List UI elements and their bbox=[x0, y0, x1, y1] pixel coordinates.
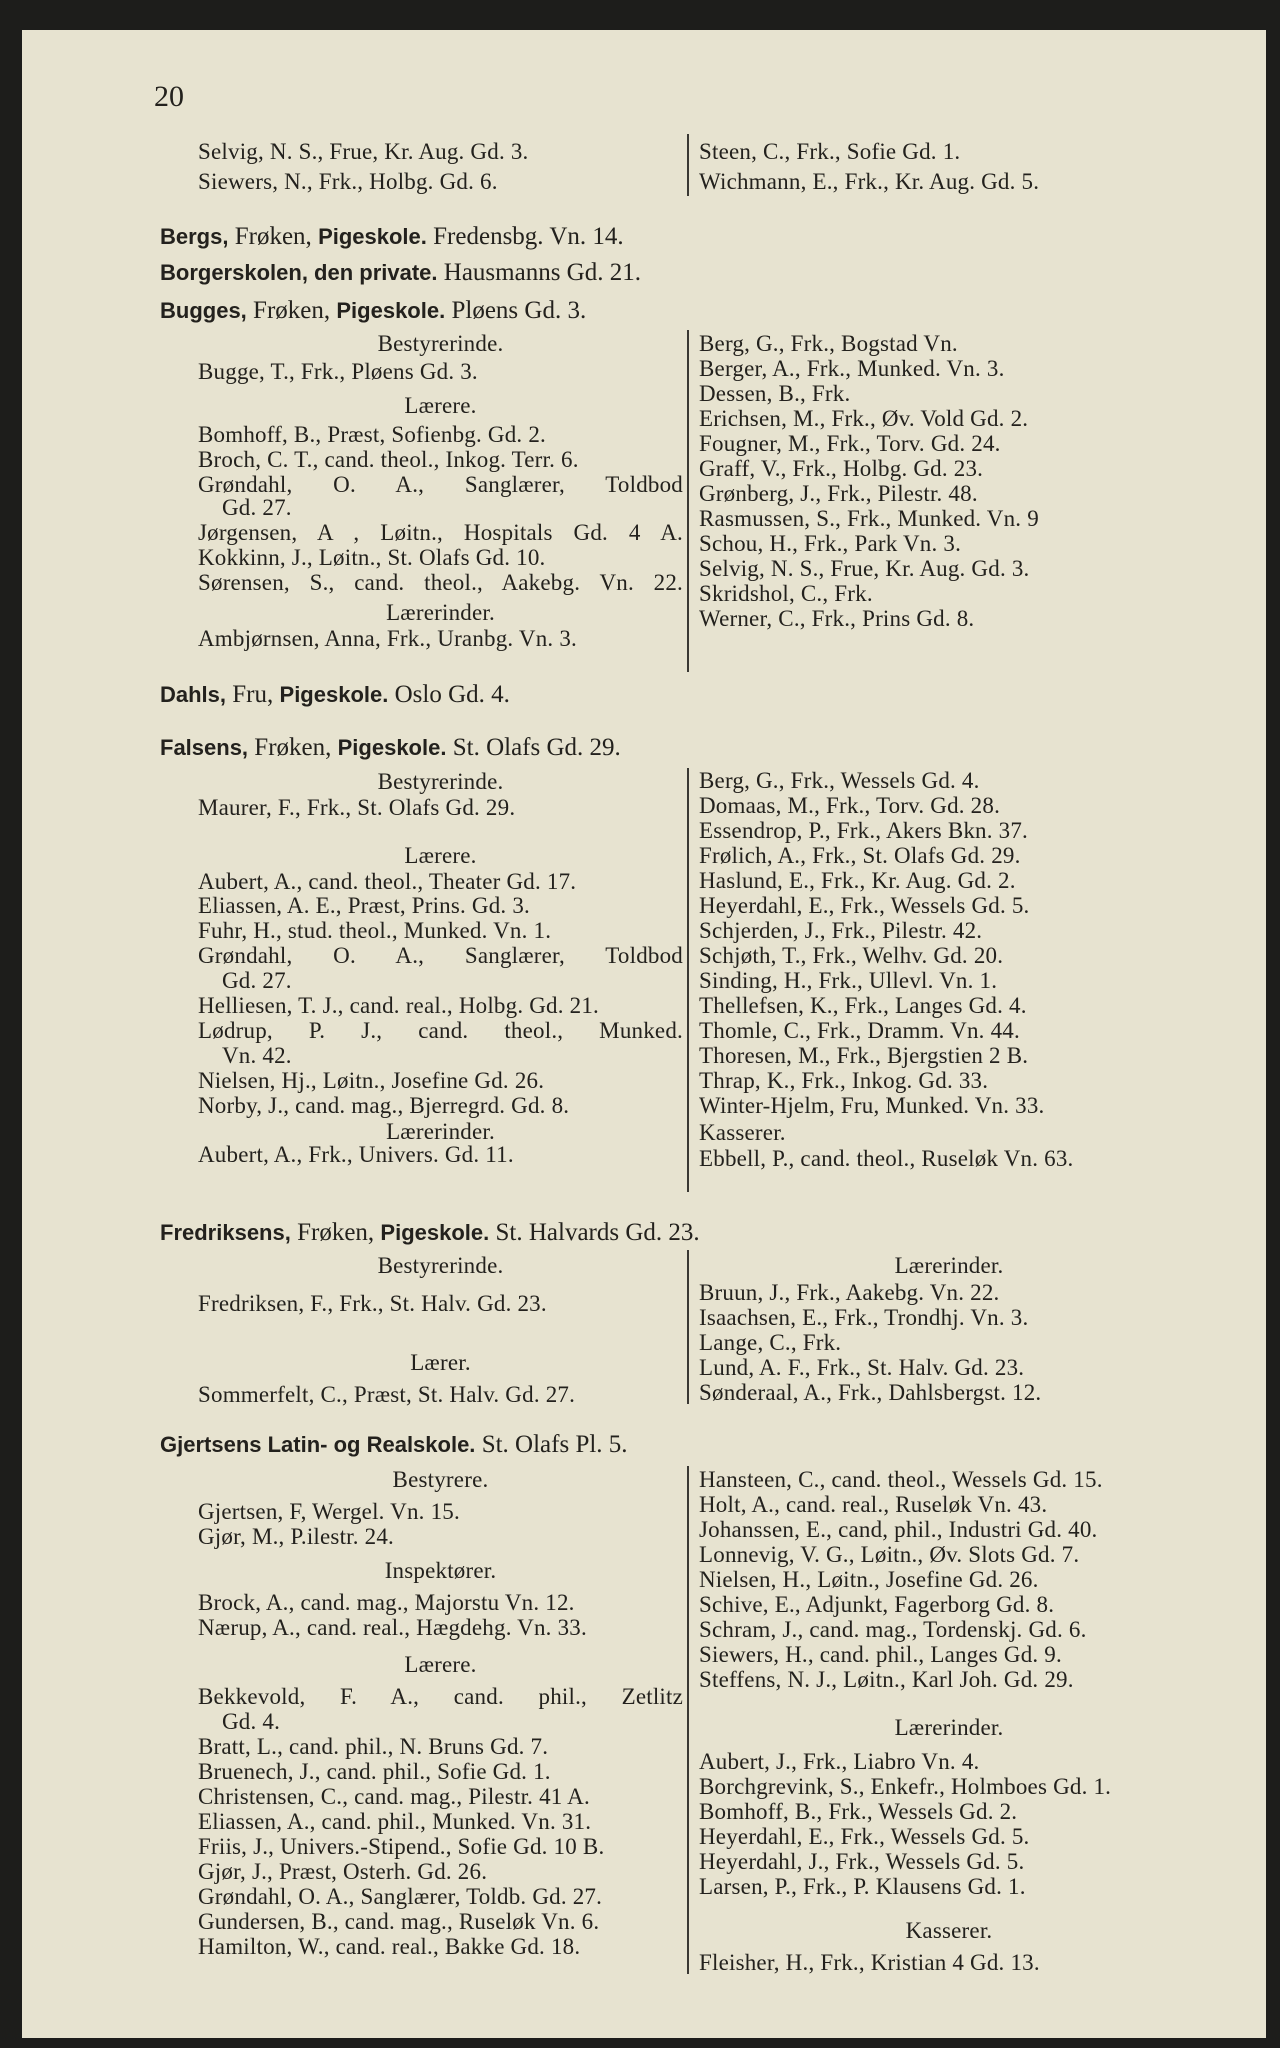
school-address: St. Olafs Gd. 29. bbox=[452, 734, 621, 761]
directory-entry: Bekkevold, F. A., cand. phil., Zetlitz bbox=[198, 1684, 683, 1709]
school-address: Hausmanns Gd. 21. bbox=[443, 259, 641, 286]
directory-entry: Grøndahl, O. A., Sanglærer, Toldb. Gd. 27. bbox=[198, 1884, 603, 1909]
school-type: Pigeskole. bbox=[279, 682, 389, 707]
directory-entry: Sinding, H., Frk., Ullevl. Vn. 1. bbox=[699, 968, 998, 993]
directory-entry: Sørensen, S., cand. theol., Aakebg. Vn. 22. bbox=[198, 570, 683, 595]
directory-entry: Gjør, J., Præst, Osterh. Gd. 26. bbox=[198, 1859, 488, 1884]
directory-entry: Selvig, N. S., Frue, Kr. Aug. Gd. 3. bbox=[198, 139, 529, 164]
school-type: Pigeskole. bbox=[336, 298, 446, 323]
directory-entry: Frølich, A., Frk., St. Olafs Gd. 29. bbox=[699, 843, 1021, 868]
directory-entry: Steen, C., Frk., Sofie Gd. 1. bbox=[699, 139, 961, 164]
school-type: Pigeskole. bbox=[380, 1220, 490, 1245]
directory-entry: Rasmussen, S., Frk., Munked. Vn. 9 bbox=[699, 506, 1039, 531]
directory-entry: Graff, V., Frk., Holbg. Gd. 23. bbox=[699, 456, 984, 481]
directory-entry: Selvig, N. S., Frue, Kr. Aug. Gd. 3. bbox=[699, 556, 1030, 581]
directory-entry: Holt, A., cand. real., Ruseløk Vn. 43. bbox=[699, 1492, 1048, 1517]
school-title: Frøken, bbox=[297, 1219, 375, 1246]
directory-entry: Isaachsen, E., Frk., Trondhj. Vn. 3. bbox=[699, 1305, 1029, 1330]
directory-entry: Thrap, K., Frk., Inkog. Gd. 33. bbox=[699, 1068, 989, 1093]
directory-entry: Fuhr, H., stud. theol., Munked. Vn. 1. bbox=[198, 918, 552, 943]
role-heading: Inspektører. bbox=[384, 1558, 497, 1583]
directory-entry: Nærup, A., cand. real., Hægdehg. Vn. 33. bbox=[198, 1615, 587, 1640]
directory-entry: Schjerden, J., Frk., Pilestr. 42. bbox=[699, 918, 983, 943]
directory-page bbox=[22, 30, 1266, 2038]
school-address: St. Halvards Gd. 23. bbox=[495, 1219, 700, 1246]
directory-entry: Broch, C. T., cand. theol., Inkog. Terr. 6. bbox=[198, 447, 579, 472]
school-title: Frøken, bbox=[253, 297, 331, 324]
school-name: Fredriksens, bbox=[160, 1220, 291, 1245]
directory-entry: Gundersen, B., cand. mag., Ruseløk Vn. 6. bbox=[198, 1909, 600, 1934]
directory-entry: Lange, C., Frk. bbox=[699, 1330, 842, 1355]
role-heading: Bestyrerinde. bbox=[377, 769, 504, 794]
school-address: Pløens Gd. 3. bbox=[451, 297, 587, 324]
school-heading bbox=[160, 258, 641, 288]
school-name: Falsens, bbox=[160, 735, 249, 760]
directory-entry: Schive, E., Adjunkt, Fagerborg Gd. 8. bbox=[699, 1592, 1055, 1617]
directory-entry: Bruun, J., Frk., Aakebg. Vn. 22. bbox=[699, 1280, 1000, 1305]
directory-entry: Steffens, N. J., Løitn., Karl Joh. Gd. 29. bbox=[699, 1667, 1074, 1692]
directory-entry: Thoresen, M., Frk., Bjergstien 2 B. bbox=[699, 1043, 1029, 1068]
role-heading: Bestyrere. bbox=[392, 1467, 489, 1492]
column-divider bbox=[687, 768, 689, 1192]
school-name: Bergs, bbox=[160, 224, 229, 249]
school-heading bbox=[160, 680, 510, 710]
directory-entry: Werner, C., Frk., Prins Gd. 8. bbox=[699, 606, 975, 631]
directory-entry: Borchgrevink, S., Enkefr., Holmboes Gd. 1. bbox=[699, 1774, 1112, 1799]
directory-entry: Grønberg, J., Frk., Pilestr. 48. bbox=[699, 481, 978, 506]
directory-entry: Fleisher, H., Frk., Kristian 4 Gd. 13. bbox=[699, 1950, 1040, 1975]
directory-entry: Grøndahl, O. A., Sanglærer, Toldbod bbox=[198, 472, 683, 497]
school-heading bbox=[160, 733, 621, 763]
school-type: Pigeskole. bbox=[318, 224, 427, 249]
directory-entry: Berg, G., Frk., Bogstad Vn. bbox=[699, 331, 958, 356]
role-heading: Lærerinder. bbox=[894, 1253, 1004, 1278]
school-heading bbox=[160, 296, 586, 326]
directory-entry: Jørgensen, A , Løitn., Hospitals Gd. 4 A. bbox=[198, 520, 683, 545]
directory-entry: Norby, J., cand. mag., Bjerregrd. Gd. 8. bbox=[198, 1093, 570, 1118]
directory-entry: Larsen, P., Frk., P. Klausens Gd. 1. bbox=[699, 1874, 1026, 1899]
directory-entry: Vn. 42. bbox=[222, 1043, 292, 1068]
directory-entry: Bugge, T., Frk., Pløens Gd. 3. bbox=[198, 359, 478, 384]
directory-entry: Thomle, C., Frk., Dramm. Vn. 44. bbox=[699, 1018, 1020, 1043]
school-title: Frøken, bbox=[254, 734, 332, 761]
role-heading: Kasserer. bbox=[905, 1918, 993, 1943]
school-address: Oslo Gd. 4. bbox=[394, 681, 510, 708]
directory-entry: Kasserer. bbox=[699, 1120, 786, 1145]
directory-entry: Ebbell, P., cand. theol., Ruseløk Vn. 63. bbox=[699, 1146, 1074, 1171]
directory-entry: Grøndahl, O. A., Sanglærer, Toldbod bbox=[198, 943, 683, 968]
school-heading bbox=[160, 1218, 700, 1248]
school-address: Fredensbg. Vn. 14. bbox=[433, 223, 624, 250]
directory-entry: Eliassen, A. E., Præst, Prins. Gd. 3. bbox=[198, 893, 530, 918]
role-heading: Bestyrerinde. bbox=[377, 331, 504, 356]
role-heading: Lærere. bbox=[404, 843, 477, 868]
role-heading: Lærere. bbox=[404, 1652, 477, 1677]
role-heading: Bestyrerinde. bbox=[377, 1253, 504, 1278]
directory-entry: Dessen, B., Frk. bbox=[699, 381, 851, 406]
role-heading: Lærerinder. bbox=[386, 1119, 495, 1144]
directory-entry: Lonnevig, V. G., Løitn., Øv. Slots Gd. 7. bbox=[699, 1542, 1080, 1567]
directory-entry: Thellefsen, K., Frk., Langes Gd. 4. bbox=[699, 993, 1027, 1018]
directory-entry: Siewers, H., cand. phil., Langes Gd. 9. bbox=[699, 1642, 1062, 1667]
directory-entry: Wichmann, E., Frk., Kr. Aug. Gd. 5. bbox=[699, 169, 1040, 194]
column-divider bbox=[687, 330, 689, 672]
school-name: Gjertsens Latin- og Realskole. bbox=[160, 1432, 476, 1457]
directory-entry: Johanssen, E., cand, phil., Industri Gd. 40. bbox=[699, 1517, 1098, 1542]
directory-entry: Heyerdahl, E., Frk., Wessels Gd. 5. bbox=[699, 1824, 1030, 1849]
directory-entry: Siewers, N., Frk., Holbg. Gd. 6. bbox=[198, 169, 498, 194]
directory-entry: Gd. 27. bbox=[222, 968, 292, 993]
directory-entry: Friis, J., Univers.-Stipend., Sofie Gd. 10 B. bbox=[198, 1834, 605, 1859]
directory-entry: Ambjørnsen, Anna, Frk., Uranbg. Vn. 3. bbox=[198, 626, 577, 651]
school-address: St. Olafs Pl. 5. bbox=[481, 1431, 628, 1458]
directory-entry: Schou, H., Frk., Park Vn. 3. bbox=[699, 531, 962, 556]
school-name: Bugges, bbox=[160, 298, 247, 323]
school-title: Fru, bbox=[232, 681, 274, 708]
directory-entry: Bruenech, J., cand. phil., Sofie Gd. 1. bbox=[198, 1759, 551, 1784]
directory-entry: Domaas, M., Frk., Torv. Gd. 28. bbox=[699, 793, 1001, 818]
directory-entry: Eliassen, A., cand. phil., Munked. Vn. 31. bbox=[198, 1809, 592, 1834]
school-heading bbox=[160, 222, 624, 252]
directory-entry: Lund, A. F., Frk., St. Halv. Gd. 23. bbox=[699, 1355, 1025, 1380]
directory-entry: Sønderaal, A., Frk., Dahlsbergst. 12. bbox=[699, 1380, 1042, 1405]
directory-entry: Schjøth, T., Frk., Welhv. Gd. 20. bbox=[699, 943, 1004, 968]
directory-entry: Fredriksen, F., Frk., St. Halv. Gd. 23. bbox=[198, 1291, 547, 1316]
directory-entry: Aubert, J., Frk., Liabro Vn. 4. bbox=[699, 1749, 980, 1774]
column-divider bbox=[687, 1250, 689, 1404]
directory-entry: Nielsen, Hj., Løitn., Josefine Gd. 26. bbox=[198, 1068, 545, 1093]
directory-entry: Nielsen, H., Løitn., Josefine Gd. 26. bbox=[699, 1567, 1039, 1592]
directory-entry: Gd. 4. bbox=[222, 1709, 281, 1734]
directory-entry: Heyerdahl, J., Frk., Wessels Gd. 5. bbox=[699, 1849, 1025, 1874]
role-heading: Lærere. bbox=[404, 393, 477, 418]
directory-entry: Gjertsen, F, Wergel. Vn. 15. bbox=[198, 1499, 460, 1524]
directory-entry: Haslund, E., Frk., Kr. Aug. Gd. 2. bbox=[699, 868, 1016, 893]
school-heading bbox=[160, 1430, 628, 1460]
directory-entry: Hansteen, C., cand. theol., Wessels Gd. 15. bbox=[699, 1467, 1103, 1492]
directory-entry: Erichsen, M., Frk., Øv. Vold Gd. 2. bbox=[699, 406, 1029, 431]
directory-entry: Gjør, M., P.ilestr. 24. bbox=[198, 1524, 395, 1549]
directory-entry: Schram, J., cand. mag., Tordenskj. Gd. 6. bbox=[699, 1617, 1087, 1642]
role-heading: Lærerinder. bbox=[386, 600, 495, 625]
role-heading: Lærer. bbox=[410, 1350, 471, 1375]
directory-entry: Aubert, A., Frk., Univers. Gd. 11. bbox=[198, 1142, 514, 1167]
school-title: Frøken, bbox=[234, 223, 312, 250]
directory-entry: Bratt, L., cand. phil., N. Bruns Gd. 7. bbox=[198, 1734, 549, 1759]
directory-entry: Berger, A., Frk., Munked. Vn. 3. bbox=[699, 356, 1005, 381]
directory-entry: Hamilton, W., cand. real., Bakke Gd. 18. bbox=[198, 1934, 581, 1959]
directory-entry: Aubert, A., cand. theol., Theater Gd. 17. bbox=[198, 869, 577, 894]
directory-entry: Skridshol, C., Frk. bbox=[699, 581, 873, 606]
school-name: Borgerskolen, den private. bbox=[160, 260, 438, 285]
directory-entry: Sommerfelt, C., Præst, St. Halv. Gd. 27. bbox=[198, 1382, 576, 1407]
directory-entry: Heyerdahl, E., Frk., Wessels Gd. 5. bbox=[699, 893, 1030, 918]
directory-entry: Bomhoff, B., Præst, Sofienbg. Gd. 2. bbox=[198, 422, 546, 447]
directory-entry: Winter-Hjelm, Fru, Munked. Vn. 33. bbox=[699, 1093, 1045, 1118]
column-divider bbox=[687, 134, 689, 196]
directory-entry: Fougner, M., Frk., Torv. Gd. 24. bbox=[699, 431, 1001, 456]
directory-entry: Bomhoff, B., Frk., Wessels Gd. 2. bbox=[699, 1799, 1018, 1824]
directory-entry: Kokkinn, J., Løitn., St. Olafs Gd. 10. bbox=[198, 545, 546, 570]
directory-entry: Brock, A., cand. mag., Majorstu Vn. 12. bbox=[198, 1590, 575, 1615]
directory-entry: Berg, G., Frk., Wessels Gd. 4. bbox=[699, 768, 980, 793]
directory-entry: Lødrup, P. J., cand. theol., Munked. bbox=[198, 1018, 683, 1043]
directory-entry: Christensen, C., cand. mag., Pilestr. 41 A. bbox=[198, 1784, 590, 1809]
directory-entry: Helliesen, T. J., cand. real., Holbg. Gd. 21. bbox=[198, 993, 599, 1018]
directory-entry: Gd. 27. bbox=[222, 495, 292, 520]
directory-entry: Maurer, F., Frk., St. Olafs Gd. 29. bbox=[198, 795, 516, 820]
school-type: Pigeskole. bbox=[337, 735, 447, 760]
directory-entry: Essendrop, P., Frk., Akers Bkn. 37. bbox=[699, 818, 1029, 843]
school-name: Dahls, bbox=[160, 682, 227, 707]
page-number: 20 bbox=[154, 80, 184, 113]
column-divider bbox=[687, 1466, 689, 1974]
role-heading: Lærerinder. bbox=[894, 1715, 1004, 1740]
